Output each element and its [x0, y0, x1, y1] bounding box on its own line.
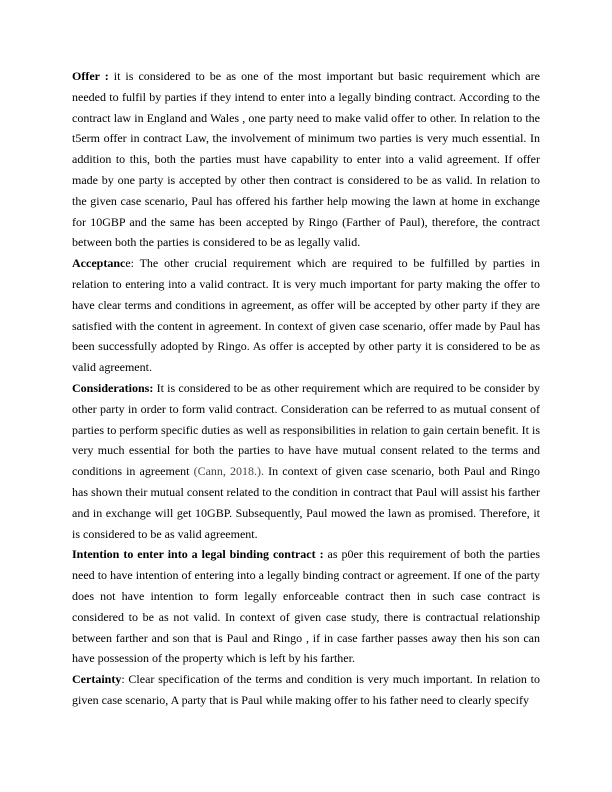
paragraph-certainty [72, 669, 540, 711]
citation: (Cann, 2018.). [193, 464, 265, 479]
paragraph-heading-offer: Offer : [72, 69, 109, 83]
paragraph-heading-considerations: Considerations: [72, 380, 154, 395]
paragraph-body-intention: as p0er this requirement of both the parties need to have intention of entering into a legally binding contract or agreement. If one of the party does not have intention to form legally enforceable contract then in such case contract is considered to be as not valid. In context of given case study, there is contractual relationship between farther and son that is Paul and Ringo , if in case farther passes away then his son can have possession of the property which is left by his farther. [72, 547, 540, 666]
document-page [72, 66, 540, 711]
paragraph-heading-certainty: Certainty [72, 672, 122, 687]
paragraph-body-offer: it is considered to be as one of the most important but basic requirement which are needed to fulfil by parties if they intend to enter into a legally binding contract. According to the contract law in England and Wales , one party need to make valid offer to other. In relation to the t5erm offer in contract Law, the involvement of minimum two parties is very much essential. In addition to this, both the parties must have capability to enter into a valid agreement. If offer made by one party is accepted by other then contract is considered to be as valid. In relation to the given case scenario, Paul has offered his farther help mowing the lawn at home in exchange for 10GBP and the same has been accepted by Ringo (Farther of Paul), therefore, the contract between both the parties is considered to be as legally valid. [72, 69, 540, 250]
paragraph-intention [72, 544, 540, 669]
paragraph-considerations [72, 378, 540, 544]
paragraph-body-considerations: It is considered to be as other requirement which are required to be consider by other party in order to form valid contract. Consideration can be referred to as mutual consent of parties to perform specific duties as well as responsibilities in relation to gain certain benefit. It is very much essential for both the parties to have have mutual consent related to the terms and conditions in agreement [72, 380, 540, 479]
paragraph-offer [72, 66, 540, 253]
paragraph-body-certainty: : Clear specification of the terms and condition is very much important. In relation to given case scenario, A party that is Paul while making offer to his father need to clearly specify [72, 672, 540, 707]
paragraph-heading-acceptance: Acceptanc [72, 256, 126, 271]
paragraph-body-considerations-continued: In context of given case scenario, both Paul and Ringo has shown their mutual consent related to the condition in contract that Paul will assist his farther and in exchange will get 10GBP. Subsequently, Paul mowed the lawn as promised. Therefore, it is considered to be as valid agreement. [72, 464, 540, 541]
paragraph-body-acceptance: e: The other crucial requirement which are required to be fulfilled by parties in relation to entering into a valid contract. It is very much important for party making the offer to have clear terms and conditions in agreement, as offer will be accepted by other party if they are satisfied with the content in agreement. In context of given case scenario, offer made by Paul has been successfully adopted by Ringo. As offer is accepted by other party it is considered to be as valid agreement. [72, 256, 540, 375]
paragraph-acceptance [72, 253, 540, 378]
paragraph-heading-intention: Intention to enter into a legal binding contract : [72, 547, 324, 562]
